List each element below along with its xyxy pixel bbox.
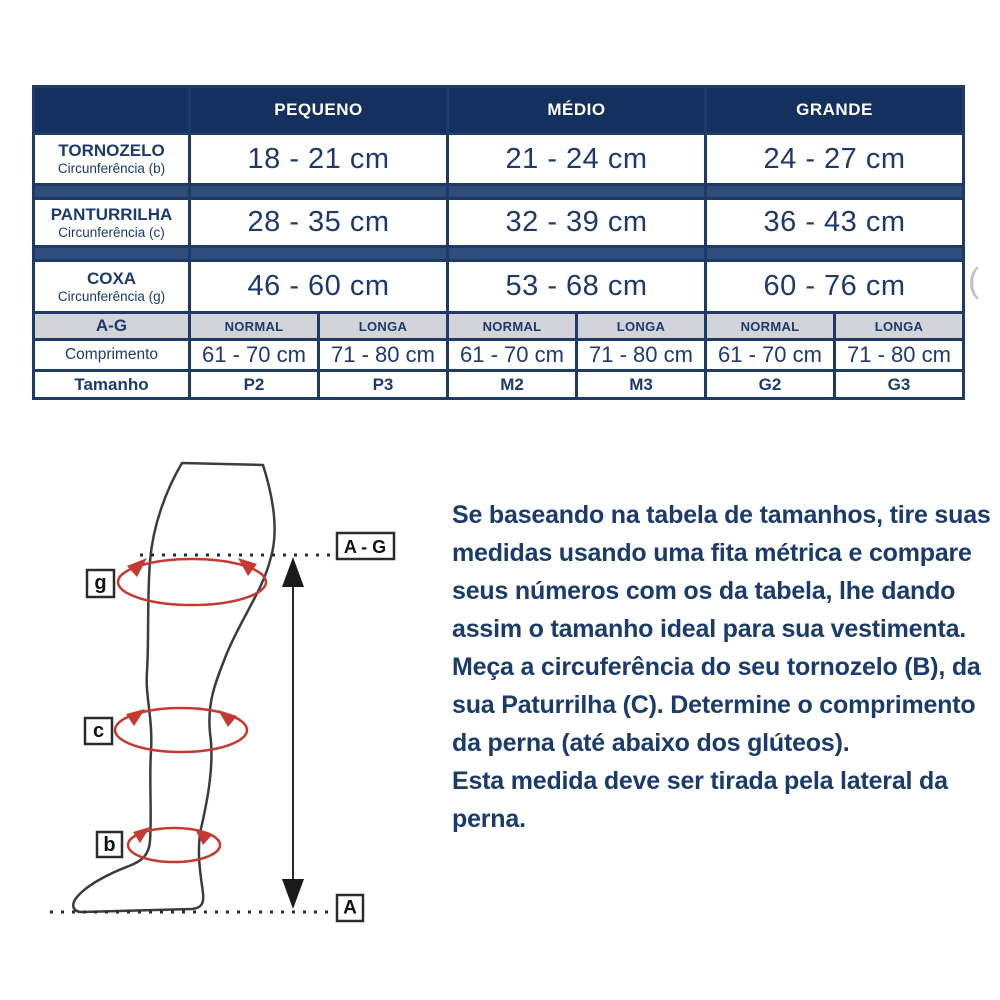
arrow-down-icon — [282, 879, 304, 909]
cell-ag-medio-longa: LONGA — [578, 314, 704, 338]
label-a: A — [343, 897, 357, 919]
cell-tamanho-m3: M3 — [578, 372, 704, 397]
cell-ag-grande-normal: NORMAL — [707, 314, 833, 338]
instruction-line: medidas usando uma fita métrica e compare — [452, 539, 972, 567]
table-header-pequeno: PEQUENO — [191, 88, 446, 132]
cell-panturrilha-grande: 36 - 43 cm — [707, 200, 962, 245]
crop-artifact: ( — [968, 262, 980, 300]
instruction-line: sua Paturrilha (C). Determine o comprimento — [452, 691, 976, 719]
cell-tamanho-p3: P3 — [320, 372, 446, 397]
cell-tornozelo-pequeno: 18 - 21 cm — [191, 135, 446, 183]
instruction-line: seus números com os da tabela, lhe dando — [452, 577, 956, 605]
separator-bar — [35, 248, 188, 259]
instruction-line: da perna (até abaixo dos glúteos). — [452, 729, 850, 757]
cell-panturrilha-medio: 32 - 39 cm — [449, 200, 704, 245]
instruction-line: perna. — [452, 805, 526, 833]
row-label-panturrilha — [35, 200, 188, 245]
instruction-line: assim o tamanho ideal para sua vestimenta. — [452, 615, 967, 643]
row-label-subtitle: Circunferência (g) — [57, 288, 166, 304]
cell-ag-pequeno-normal: NORMAL — [191, 314, 317, 338]
cell-tornozelo-grande: 24 - 27 cm — [707, 135, 962, 183]
cell-comprimento-pequeno-normal: 61 - 70 cm — [191, 341, 317, 369]
cell-tornozelo-medio: 21 - 24 cm — [449, 135, 704, 183]
separator-bar — [707, 186, 962, 197]
row-label-title: COXA — [86, 268, 137, 288]
instruction-line: Se baseando na tabela de tamanhos, tire suas — [452, 501, 991, 529]
cell-ag-pequeno-longa: LONGA — [320, 314, 446, 338]
red-arrowhead-icon — [133, 827, 150, 843]
instruction-line: Meça a circuferência do seu tornozelo (B), da — [452, 653, 981, 681]
cell-comprimento-pequeno-longa: 71 - 80 cm — [320, 341, 446, 369]
label-b: b — [103, 834, 116, 856]
separator-bar — [707, 248, 962, 259]
row-label-subtitle: Circunferência (b) — [57, 161, 166, 177]
separator-bar — [449, 248, 704, 259]
arrow-up-icon — [282, 557, 304, 587]
label-c: c — [92, 720, 105, 742]
cell-coxa-grande: 60 - 76 cm — [707, 262, 962, 311]
row-label-ag: A-G — [35, 314, 188, 338]
cell-tamanho-p2: P2 — [191, 372, 317, 397]
cell-coxa-medio: 53 - 68 cm — [449, 262, 704, 311]
table-header-corner — [35, 88, 188, 132]
red-arrowhead-icon — [127, 558, 147, 577]
cell-panturrilha-pequeno: 28 - 35 cm — [191, 200, 446, 245]
separator-bar — [191, 186, 446, 197]
table-header-medio: MÉDIO — [449, 88, 704, 132]
leg-measurement-diagram — [30, 445, 450, 955]
cell-comprimento-grande-longa: 71 - 80 cm — [836, 341, 962, 369]
cell-comprimento-medio-longa: 71 - 80 cm — [578, 341, 704, 369]
instruction-line: Esta medida deve ser tirada pela lateral da — [452, 767, 948, 795]
row-label-title: PANTURRILHA — [50, 204, 173, 224]
row-label-tamanho: Tamanho — [35, 372, 188, 397]
cell-ag-medio-normal: NORMAL — [449, 314, 575, 338]
measurement-instructions — [452, 496, 991, 838]
separator-bar — [449, 186, 704, 197]
cell-comprimento-grande-normal: 61 - 70 cm — [707, 341, 833, 369]
row-label-coxa — [35, 262, 188, 311]
cell-tamanho-m2: M2 — [449, 372, 575, 397]
row-label-tornozelo — [35, 135, 188, 183]
separator-bar — [191, 248, 446, 259]
label-ag: A - G — [343, 537, 387, 557]
cell-coxa-pequeno: 46 - 60 cm — [191, 262, 446, 311]
red-arrowhead-icon — [126, 709, 145, 726]
separator-bar — [35, 186, 188, 197]
red-arrowhead-icon — [218, 710, 237, 727]
cell-tamanho-g3: G3 — [836, 372, 962, 397]
row-label-title: TORNOZELO — [58, 141, 165, 161]
cell-tamanho-g2: G2 — [707, 372, 833, 397]
cell-ag-grande-longa: LONGA — [836, 314, 962, 338]
label-g: g — [94, 572, 107, 594]
cell-comprimento-medio-normal: 61 - 70 cm — [449, 341, 575, 369]
row-label-comprimento: Comprimento — [35, 341, 188, 369]
size-table — [32, 85, 965, 400]
table-header-grande: GRANDE — [707, 88, 962, 132]
row-label-subtitle: Circunferência (c) — [58, 224, 165, 240]
